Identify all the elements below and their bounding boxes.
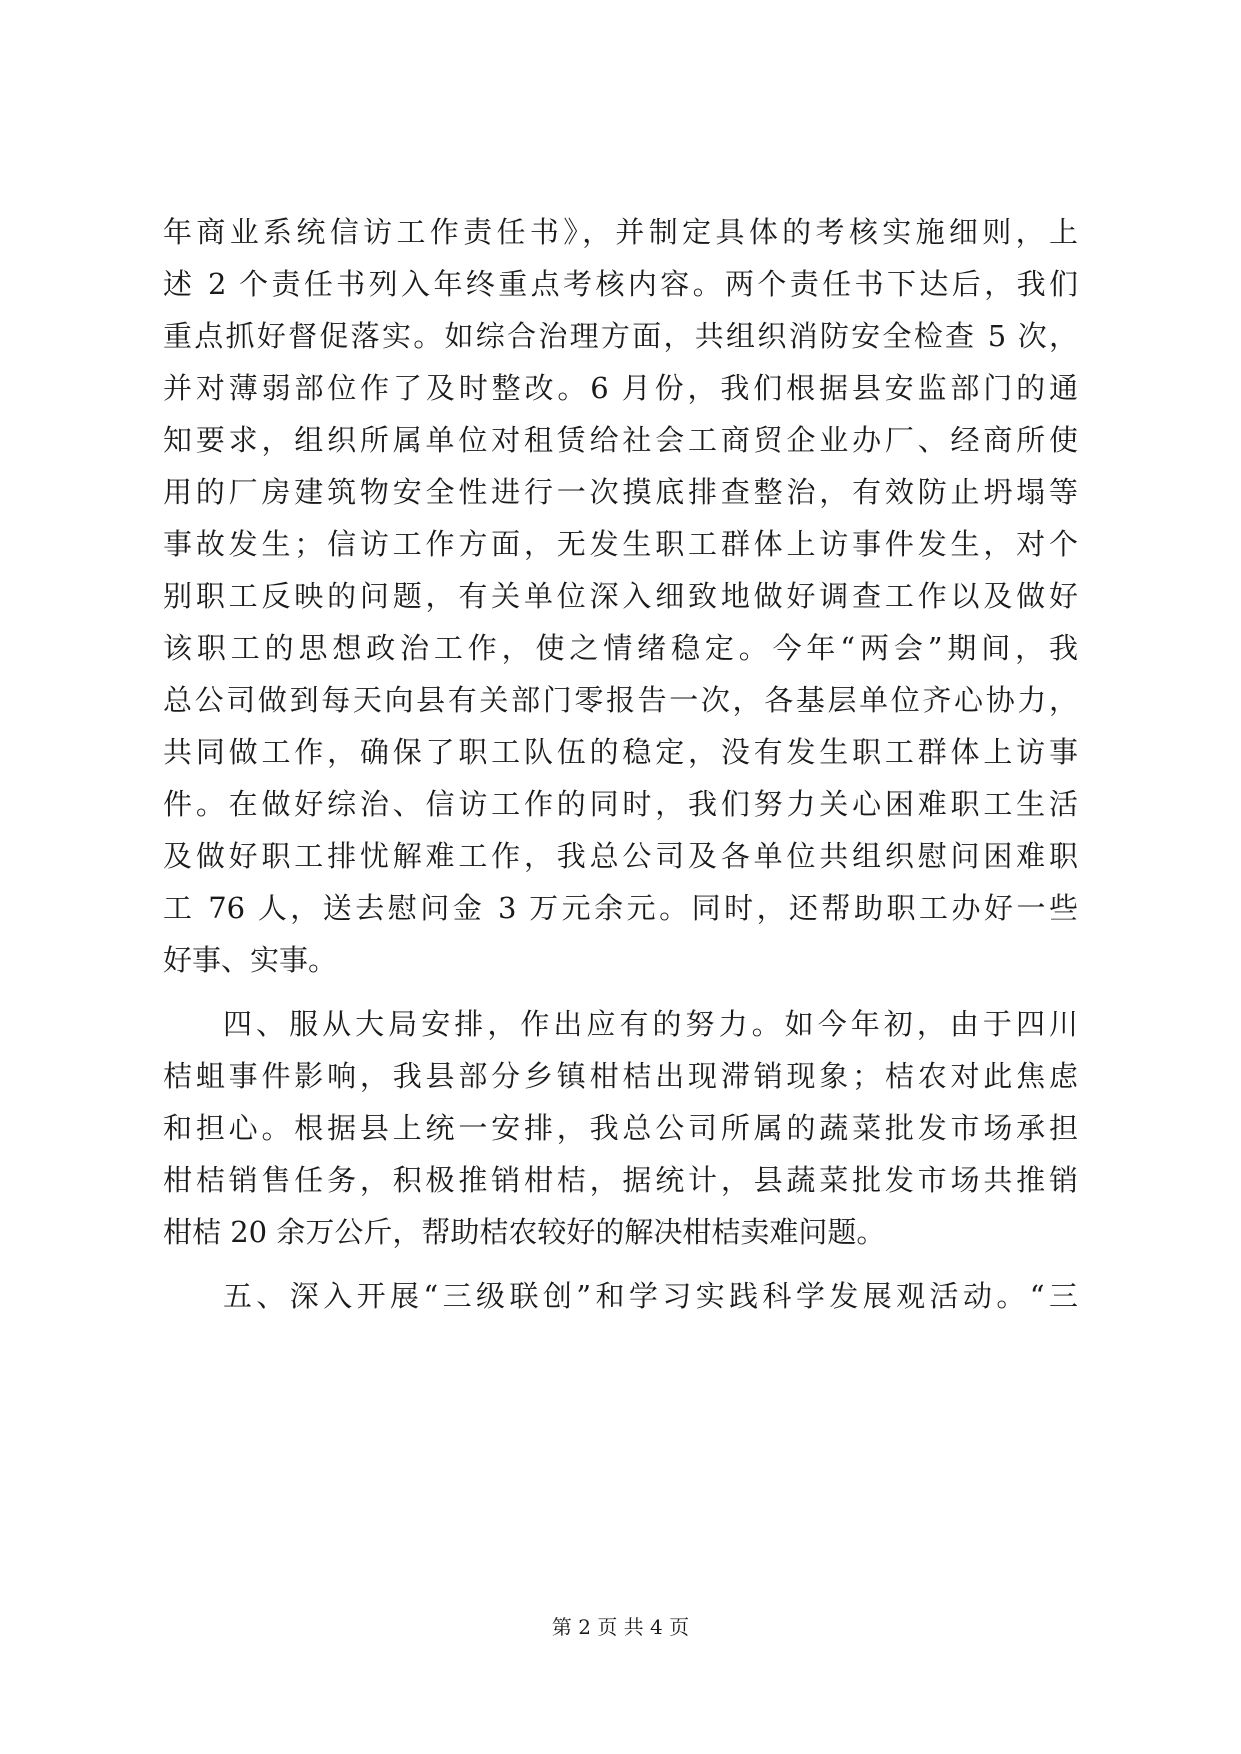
body-line: 及做好职工排忧解难工作，我总公司及各单位共组织慰问困难职 [163,839,1078,873]
body-line: 五、深入开展“三级联创”和学习实践科学发展观活动。“三 [223,1279,1078,1313]
body-line: 共同做工作，确保了职工队伍的稳定，没有发生职工群体上访事 [163,735,1078,769]
body-line: 事故发生；信访工作方面，无发生职工群体上访事件发生，对个 [163,527,1078,561]
body-line: 知要求，组织所属单位对租赁给社会工商贸企业办厂、经商所使 [163,423,1078,457]
body-line: 好事、实事。 [163,943,338,977]
body-line: 四、服从大局安排，作出应有的努力。如今年初，由于四川 [223,1007,1078,1041]
body-line: 述 2 个责任书列入年终重点考核内容。两个责任书下达后，我们 [163,267,1078,301]
body-line: 和担心。根据县上统一安排，我总公司所属的蔬菜批发市场承担 [163,1111,1078,1145]
body-line: 工 76 人，送去慰问金 3 万元余元。同时，还帮助职工办好一些 [163,891,1078,925]
body-line: 重点抓好督促落实。如综合治理方面，共组织消防安全检查 5 次， [163,319,1078,353]
body-line: 总公司做到每天向县有关部门零报告一次，各基层单位齐心协力， [163,683,1078,717]
body-line: 用的厂房建筑物安全性进行一次摸底排查整治，有效防止坍塌等 [163,475,1078,509]
body-line: 并对薄弱部位作了及时整改。6 月份，我们根据县安监部门的通 [163,371,1078,405]
page-number-footer: 第 2 页 共 4 页 [551,1615,690,1639]
body-line: 柑桔销售任务，积极推销柑桔，据统计，县蔬菜批发市场共推销 [163,1163,1078,1197]
body-line: 柑桔 20 余万公斤，帮助桔农较好的解决柑桔卖难问题。 [163,1215,886,1249]
body-line: 该职工的思想政治工作，使之情绪稳定。今年“两会”期间，我 [163,631,1078,665]
body-line: 别职工反映的问题，有关单位深入细致地做好调查工作以及做好 [163,579,1078,613]
body-line: 桔蛆事件影响，我县部分乡镇柑桔出现滞销现象；桔农对此焦虑 [163,1059,1078,1093]
body-line: 年商业系统信访工作责任书》，并制定具体的考核实施细则，上 [163,215,1078,249]
body-line: 件。在做好综治、信访工作的同时，我们努力关心困难职工生活 [163,787,1078,821]
